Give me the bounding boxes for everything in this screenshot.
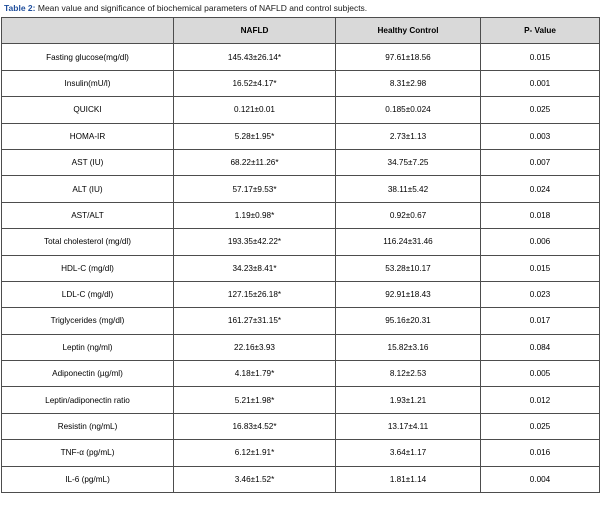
cell-pvalue: 0.004 (481, 466, 600, 492)
cell-pvalue: 0.025 (481, 97, 600, 123)
cell-pvalue: 0.084 (481, 334, 600, 360)
cell-control: 3.64±1.17 (336, 440, 481, 466)
table-row (2, 387, 600, 413)
cell-parameter: TNF-α (pg/mL) (2, 440, 174, 466)
cell-pvalue: 0.001 (481, 70, 600, 96)
cell-nafld: 68.22±11.26* (174, 149, 336, 175)
cell-parameter: ALT (IU) (2, 176, 174, 202)
cell-pvalue: 0.015 (481, 44, 600, 70)
cell-control: 92.91±18.43 (336, 281, 481, 307)
cell-control: 1.81±1.14 (336, 466, 481, 492)
cell-nafld: 145.43±26.14* (174, 44, 336, 70)
table-row (2, 281, 600, 307)
cell-parameter: Triglycerides (mg/dl) (2, 308, 174, 334)
cell-nafld: 127.15±26.18* (174, 281, 336, 307)
cell-pvalue: 0.025 (481, 413, 600, 439)
table-row (2, 44, 600, 70)
cell-nafld: 16.52±4.17* (174, 70, 336, 96)
cell-parameter: AST/ALT (2, 202, 174, 228)
column-header-nafld: NAFLD (174, 18, 336, 44)
cell-control: 0.92±0.67 (336, 202, 481, 228)
table-row (2, 308, 600, 334)
cell-pvalue: 0.024 (481, 176, 600, 202)
table-row (2, 413, 600, 439)
cell-pvalue: 0.003 (481, 123, 600, 149)
cell-pvalue: 0.018 (481, 202, 600, 228)
cell-nafld: 193.35±42.22* (174, 229, 336, 255)
cell-nafld: 4.18±1.79* (174, 361, 336, 387)
table-row (2, 466, 600, 492)
cell-nafld: 1.19±0.98* (174, 202, 336, 228)
cell-parameter: Insulin(mU/l) (2, 70, 174, 96)
table-row (2, 255, 600, 281)
cell-control: 8.12±2.53 (336, 361, 481, 387)
cell-pvalue: 0.007 (481, 149, 600, 175)
cell-control: 116.24±31.46 (336, 229, 481, 255)
cell-parameter: AST (IU) (2, 149, 174, 175)
table-header-row (2, 18, 600, 44)
cell-parameter: QUICKI (2, 97, 174, 123)
cell-nafld: 16.83±4.52* (174, 413, 336, 439)
cell-pvalue: 0.012 (481, 387, 600, 413)
table-caption-text: Mean value and significance of biochemical parameters of NAFLD and control subjects. (35, 3, 368, 13)
cell-pvalue: 0.015 (481, 255, 600, 281)
cell-nafld: 5.28±1.95* (174, 123, 336, 149)
cell-control: 13.17±4.11 (336, 413, 481, 439)
cell-control: 1.93±1.21 (336, 387, 481, 413)
cell-pvalue: 0.006 (481, 229, 600, 255)
table-row (2, 334, 600, 360)
column-header-healthy-control: Healthy Control (336, 18, 481, 44)
column-header-p-value: P- Value (481, 18, 600, 44)
cell-nafld: 57.17±9.53* (174, 176, 336, 202)
cell-control: 2.73±1.13 (336, 123, 481, 149)
table-body (2, 44, 600, 493)
cell-control: 53.28±10.17 (336, 255, 481, 281)
cell-nafld: 6.12±1.91* (174, 440, 336, 466)
cell-parameter: Leptin/adiponectin ratio (2, 387, 174, 413)
table-header (2, 18, 600, 44)
cell-control: 34.75±7.25 (336, 149, 481, 175)
cell-parameter: HOMA-IR (2, 123, 174, 149)
table-row (2, 70, 600, 96)
cell-parameter: Total cholesterol (mg/dl) (2, 229, 174, 255)
cell-control: 15.82±3.16 (336, 334, 481, 360)
table-row (2, 123, 600, 149)
column-header-parameter (2, 18, 174, 44)
cell-control: 38.11±5.42 (336, 176, 481, 202)
table-caption (0, 0, 600, 17)
cell-parameter: HDL-C (mg/dl) (2, 255, 174, 281)
table-row (2, 440, 600, 466)
cell-nafld: 22.16±3.93 (174, 334, 336, 360)
table-row (2, 176, 600, 202)
table-row (2, 361, 600, 387)
cell-pvalue: 0.017 (481, 308, 600, 334)
cell-parameter: Resistin (ng/mL) (2, 413, 174, 439)
cell-pvalue: 0.023 (481, 281, 600, 307)
cell-parameter: Fasting glucose(mg/dl) (2, 44, 174, 70)
cell-nafld: 5.21±1.98* (174, 387, 336, 413)
table-row (2, 229, 600, 255)
cell-pvalue: 0.005 (481, 361, 600, 387)
cell-nafld: 34.23±8.41* (174, 255, 336, 281)
cell-nafld: 161.27±31.15* (174, 308, 336, 334)
cell-parameter: Adiponectin (µg/ml) (2, 361, 174, 387)
cell-pvalue: 0.016 (481, 440, 600, 466)
cell-nafld: 3.46±1.52* (174, 466, 336, 492)
cell-nafld: 0.121±0.01 (174, 97, 336, 123)
cell-control: 8.31±2.98 (336, 70, 481, 96)
table-row (2, 97, 600, 123)
cell-control: 95.16±20.31 (336, 308, 481, 334)
table-row (2, 149, 600, 175)
table-row (2, 202, 600, 228)
cell-parameter: Leptin (ng/ml) (2, 334, 174, 360)
biochemical-parameters-table (1, 17, 600, 493)
cell-control: 0.185±0.024 (336, 97, 481, 123)
cell-parameter: LDL-C (mg/dl) (2, 281, 174, 307)
cell-parameter: IL-6 (pg/mL) (2, 466, 174, 492)
cell-control: 97.61±18.56 (336, 44, 481, 70)
table-caption-label: Table 2: (4, 3, 36, 13)
